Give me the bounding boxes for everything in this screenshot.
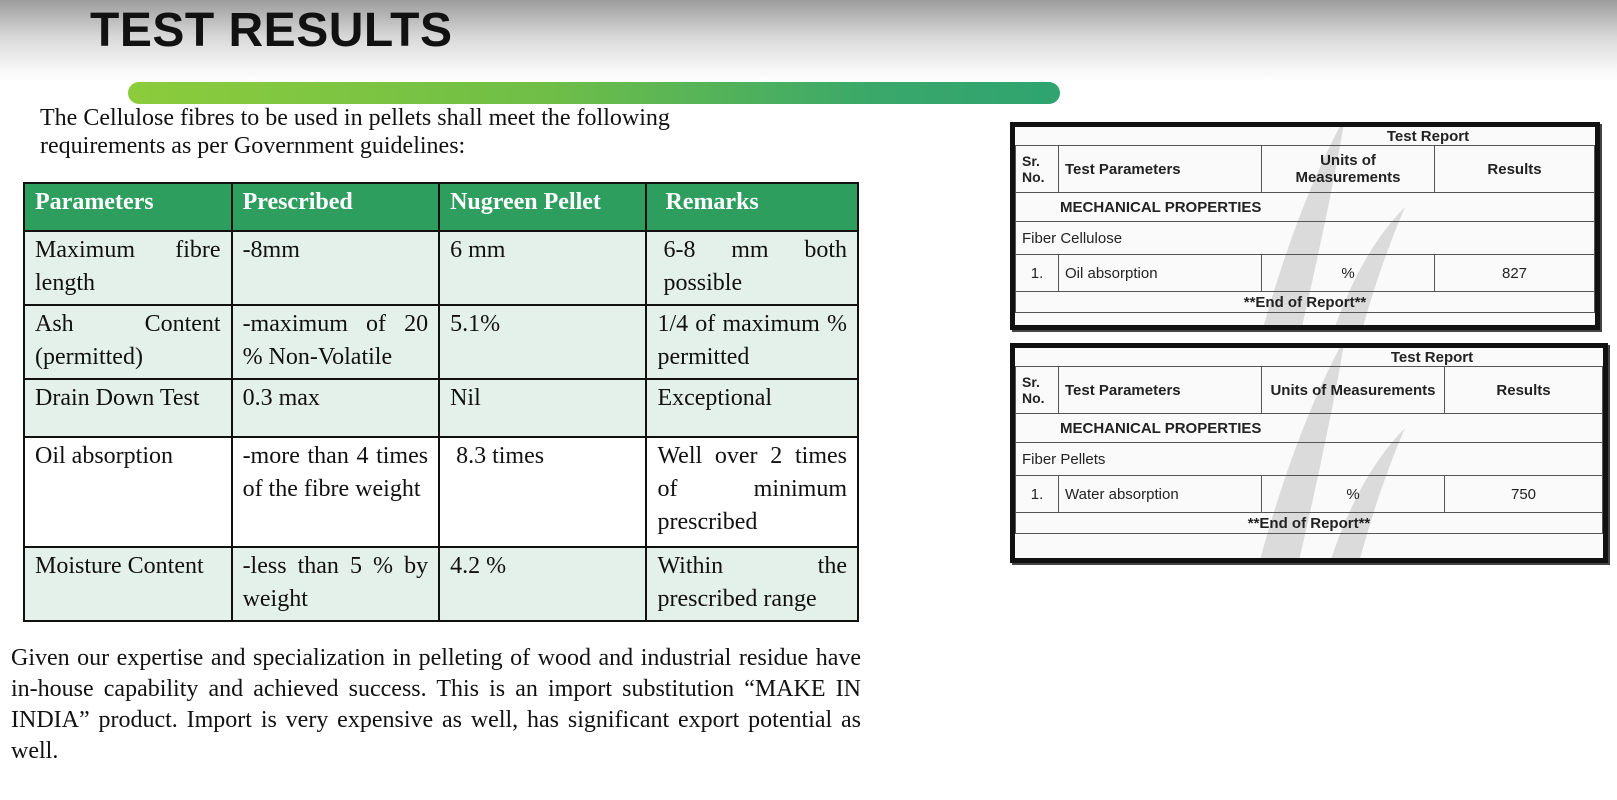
report-group: Fiber Pellets xyxy=(1016,443,1603,476)
report-end: **End of Report** xyxy=(1016,513,1603,534)
table-cell: 1/4 of maximum % permitted xyxy=(646,305,858,379)
report-section: MECHANICAL PROPERTIES xyxy=(1016,193,1595,222)
accent-bar xyxy=(128,82,1060,104)
header-units: Units of Measurements xyxy=(1262,146,1435,193)
closing-paragraph: Given our expertise and specialization in pelleting of wood and industrial residue have in-house capability and achieved success. This is an import substitution “MAKE IN INDIA” product. Import is very expensive as well, has significant export potential as well. xyxy=(11,645,861,764)
header-sr-no: Sr. No. xyxy=(1016,146,1059,193)
header-test-parameters: Test Parameters xyxy=(1059,367,1262,414)
table-cell: 6-8 mm both possible xyxy=(646,231,858,305)
table-cell: 5.1% xyxy=(439,305,646,379)
table-cell: Exceptional xyxy=(646,379,858,437)
table-row xyxy=(24,231,858,305)
page-title: TEST RESULTS xyxy=(90,4,453,57)
report-end: **End of Report** xyxy=(1016,292,1595,313)
header-sr-no: Sr. No. xyxy=(1016,367,1059,414)
report-sr: 1. xyxy=(1016,476,1059,513)
report-param: Water absorption xyxy=(1059,476,1262,513)
test-report-water-absorption xyxy=(1010,343,1608,563)
table-row xyxy=(24,437,858,547)
report-header-row xyxy=(1016,146,1595,193)
report-result: 827 xyxy=(1435,255,1595,292)
column-header-nugreen-pellet: Nugreen Pellet xyxy=(439,183,646,231)
table-row xyxy=(24,305,858,379)
requirements-table xyxy=(23,182,859,622)
report-unit: % xyxy=(1262,476,1445,513)
table-cell: Maximum fibre length xyxy=(24,231,232,305)
table-row xyxy=(24,547,858,621)
header-test-parameters: Test Parameters xyxy=(1059,146,1262,193)
test-report-oil-absorption xyxy=(1010,122,1600,330)
report-header-row xyxy=(1016,367,1603,414)
table-cell: -maximum of 20 % Non-Volatile xyxy=(232,305,440,379)
report-unit: % xyxy=(1262,255,1435,292)
report-table xyxy=(1015,348,1603,534)
table-cell: Nil xyxy=(439,379,646,437)
header-units: Units of Measurements xyxy=(1262,367,1445,414)
table-header-row xyxy=(24,183,858,231)
header-results: Results xyxy=(1445,367,1603,414)
report-section: MECHANICAL PROPERTIES xyxy=(1016,414,1603,443)
table-cell: 4.2 % xyxy=(439,547,646,621)
report-title: Test Report xyxy=(1262,127,1595,146)
table-cell: Oil absorption xyxy=(24,437,232,547)
report-param: Oil absorption xyxy=(1059,255,1262,292)
table-cell: 6 mm xyxy=(439,231,646,305)
column-header-parameters: Parameters xyxy=(24,183,232,231)
report-table xyxy=(1015,127,1595,313)
column-header-prescribed: Prescribed xyxy=(232,183,440,231)
table-cell: -8mm xyxy=(232,231,440,305)
report-sr: 1. xyxy=(1016,255,1059,292)
report-result: 750 xyxy=(1445,476,1603,513)
table-cell: Well over 2 times of minimum prescribed xyxy=(646,437,858,547)
table-cell: 8.3 times xyxy=(439,437,646,547)
table-row xyxy=(24,379,858,437)
table-cell: Moisture Content xyxy=(24,547,232,621)
intro-paragraph: The Cellulose fibres to be used in pellets shall meet the following requirements as per Government guidelines: xyxy=(40,105,670,159)
header-results: Results xyxy=(1435,146,1595,193)
table-cell: -more than 4 times of the fibre weight xyxy=(232,437,440,547)
report-row xyxy=(1016,476,1603,513)
report-row xyxy=(1016,255,1595,292)
table-cell: Ash Content (permitted) xyxy=(24,305,232,379)
report-title: Test Report xyxy=(1262,348,1603,367)
report-group: Fiber Cellulose xyxy=(1016,222,1595,255)
table-cell: 0.3 max xyxy=(232,379,440,437)
table-cell: -less than 5 % by weight xyxy=(232,547,440,621)
column-header-remarks: Remarks xyxy=(646,183,858,231)
table-cell: Within the prescribed range xyxy=(646,547,858,621)
table-cell: Drain Down Test xyxy=(24,379,232,437)
